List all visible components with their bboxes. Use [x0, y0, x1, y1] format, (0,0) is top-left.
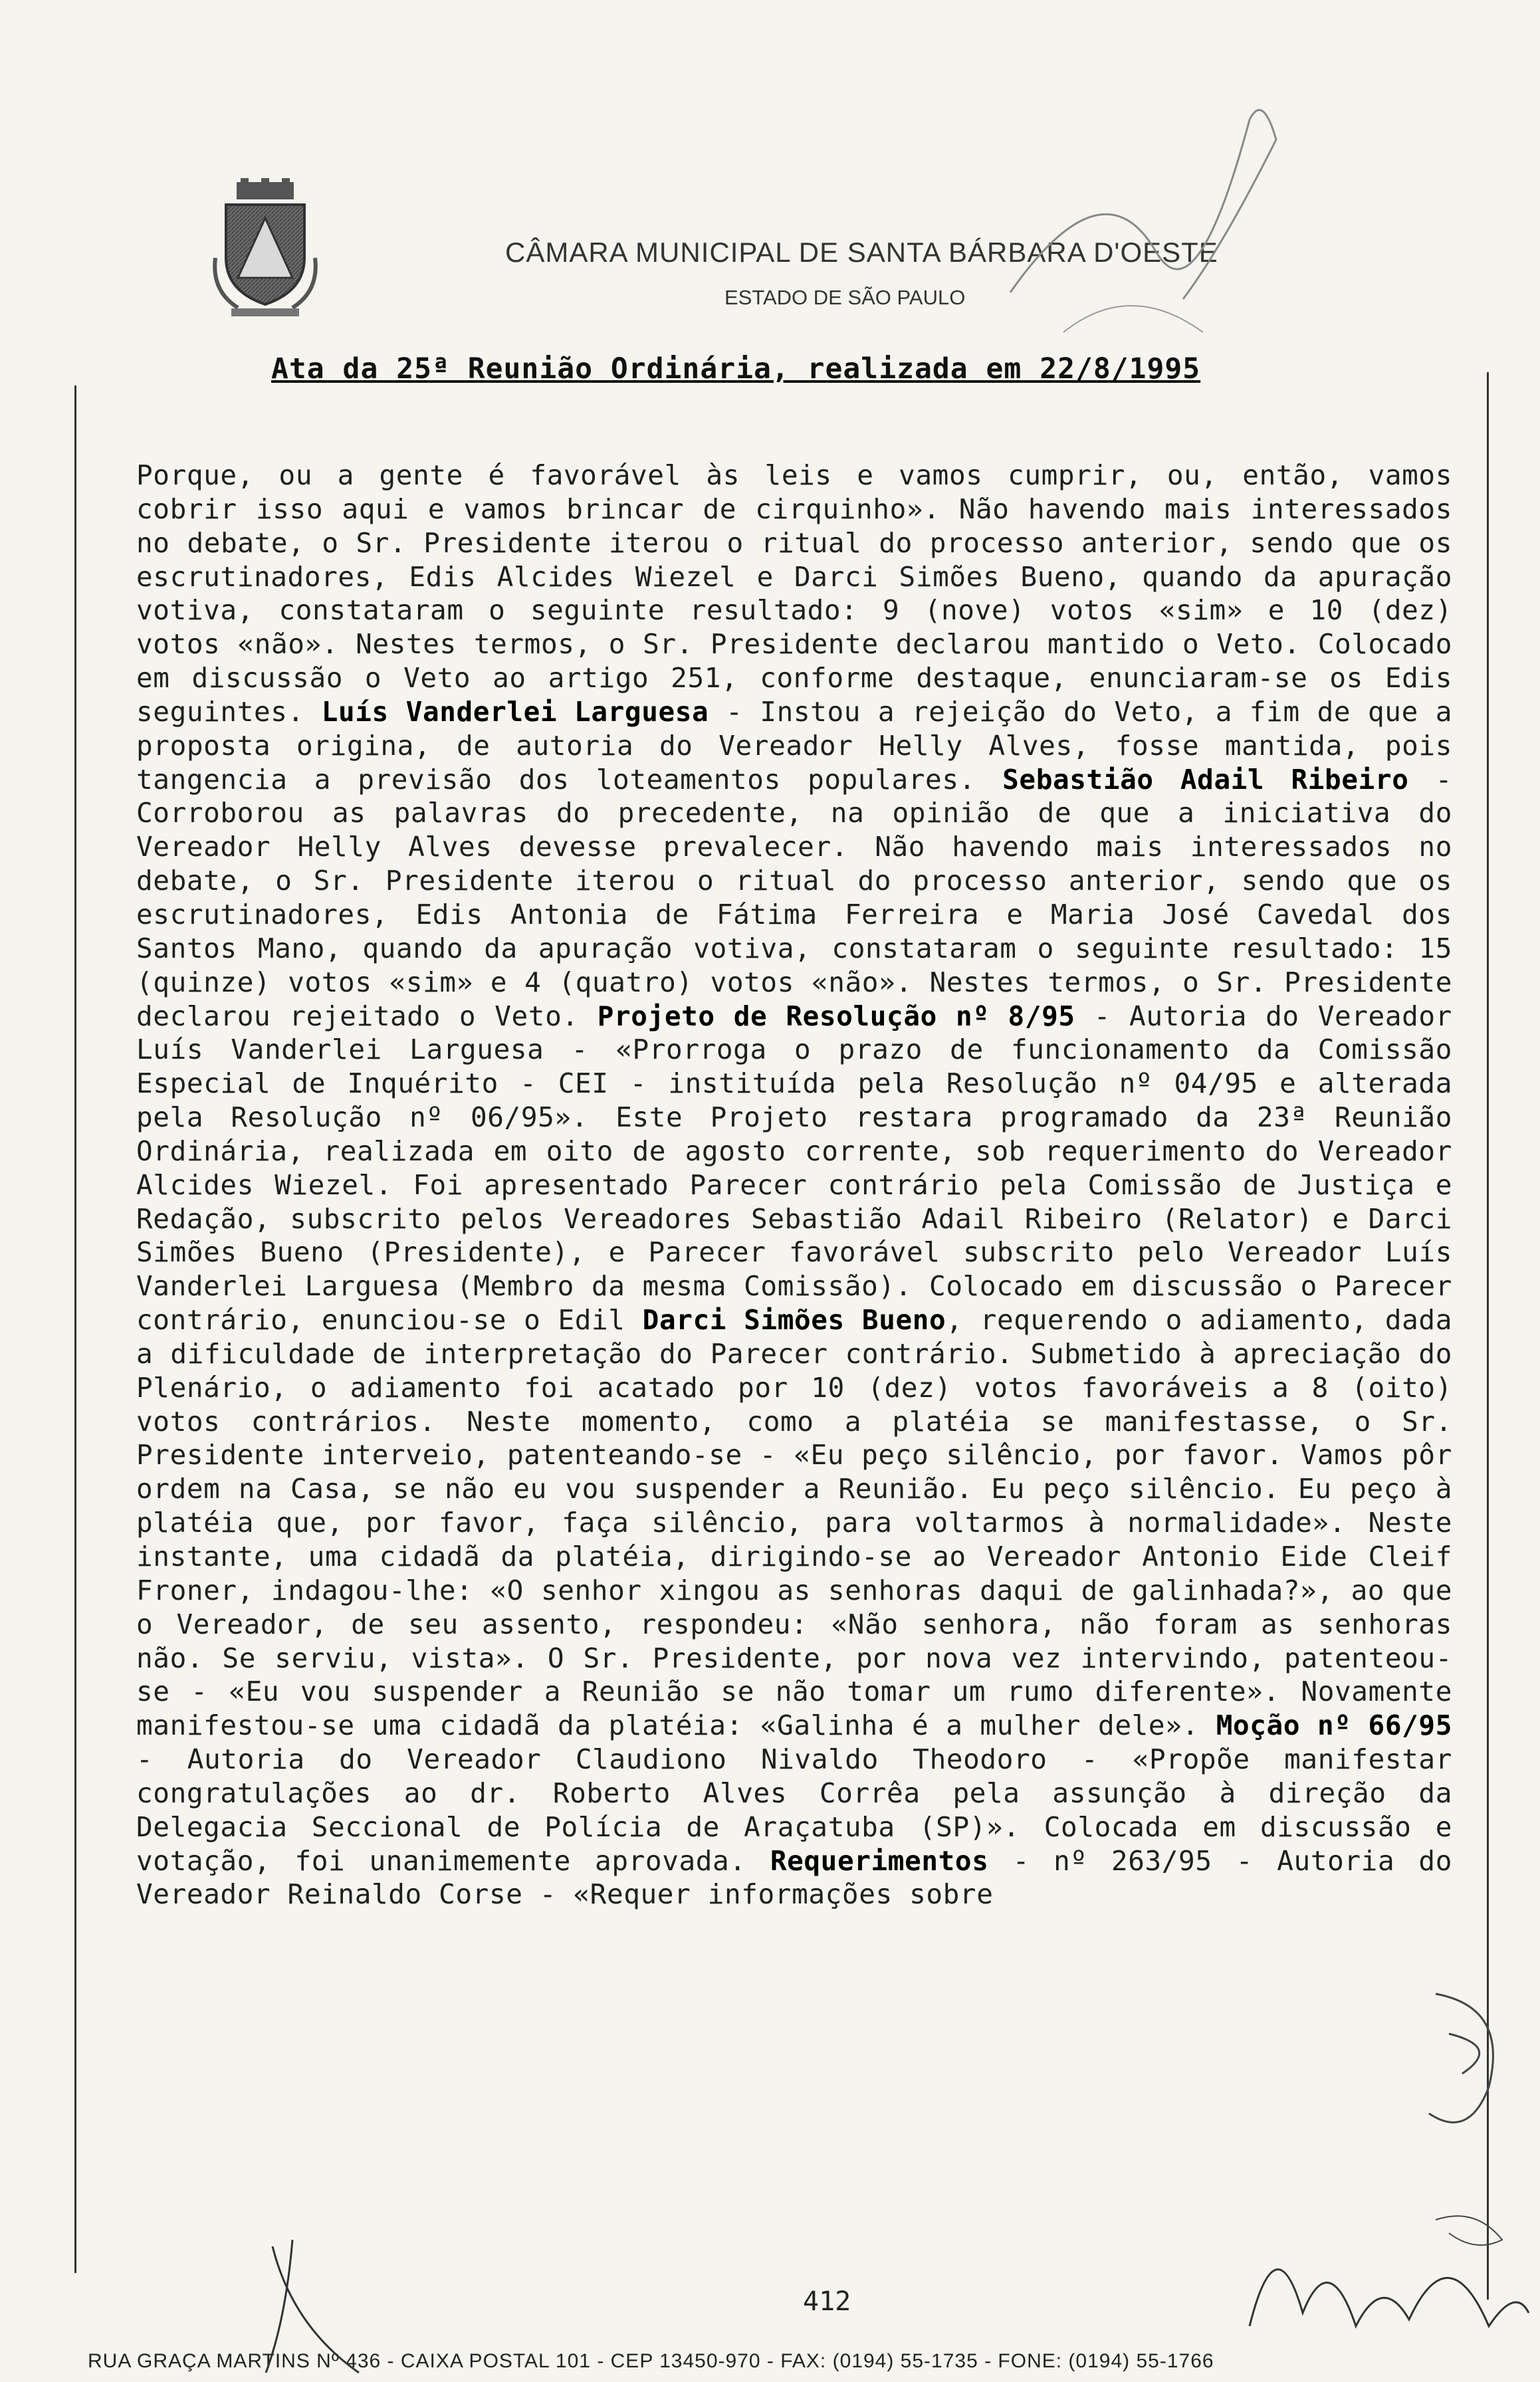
signature-mark-bottom [1236, 2193, 1540, 2359]
state-name: ESTADO DE SÃO PAULO [724, 286, 966, 309]
minutes-title: Ata da 25ª Reunião Ordinária, realizada em 22/8/1995 [271, 352, 1201, 385]
agenda-item-heading: Requerimentos [770, 1844, 989, 1877]
left-margin-rule [74, 385, 76, 2273]
right-margin-rule [1487, 372, 1489, 2300]
body-text-segment: , requerendo o adiamento, dada a dificuldade de interpretação do Parecer contrário. Submetido à apreciação do Plenário, o adiamento foi acatado por 10 (dez) votos favoráveis a 8 (oito) votos contrários. Neste momento, como a platéia se manifestasse, o Sr. Presidente interveio, patenteando-se - «Eu peço silêncio, por favor. Vamos pôr ordem na Casa, se não eu vou suspender a Reunião. Eu peço silêncio. Eu peço à platéia que, por favor, faça silêncio, para voltarmos à normalidade». Neste instante, uma cidadã da platéia, dirigindo-se ao Vereador Antonio Eide Cleif Froner, indagou-lhe: «O senhor xingou as senhoras daqui de galinhada?», ao que o Vereador, de seu assento, respondeu: «Não senhora, não foram as senhoras não. Se serviu, vista». O Sr. Presidente, por nova vez intervindo, patenteou-se - «Eu vou suspender a Reunião se não tomar um rumo diferente». Novamente manifestou-se uma cidadã da platéia: «Galinha é a mulher dele». [136, 1304, 1452, 1742]
minutes-body [136, 459, 1452, 1911]
page-number: 412 [803, 2286, 851, 2317]
body-text-segment: - nº 263/95 - Autoria do Vereador Reinaldo Corse - «Requer informações sobre [136, 1844, 1452, 1911]
signature-mark-top [984, 80, 1303, 359]
body-text-segment: - Instou a rejeição do Veto, a fim de que a proposta origina, de autoria do Vereador Helly Alves, fosse mantida, pois tangencia a previsão dos loteamentos populares. [136, 695, 1452, 796]
agenda-item-heading: Projeto de Resolução nº 8/95 [597, 1000, 1075, 1032]
body-text-segment: - Autoria do Vereador Claudiono Nivaldo Theodoro - «Propõe manifestar congratulações ao dr. Roberto Alves Corrêa pela assunção à direção da Delegacia Seccional de Polícia de Araçatuba (SP)». Colocada em discussão e votação, foi unanimemente aprovada. [136, 1743, 1452, 1877]
body-text-segment: - Autoria do Vereador Luís Vanderlei Larguesa - «Prorroga o prazo de funcionamento da Comissão Especial de Inquérito - CEI - instituída pela Resolução nº 04/95 e alterada pela Resolução nº 06/95». Este Projeto restara programado da 23ª Reunião Ordinária, realizada em oito de agosto corrente, sob requerimento do Vereador Alcides Wiezel. Foi apresentado Parecer contrário pela Comissão de Justiça e Redação, subscrito pelos Vereadores Sebastião Adail Ribeiro (Relator) e Darci Simões Bueno (Presidente), e Parecer favorável subscrito pelo Vereador Luís Vanderlei Larguesa (Membro da mesma Comissão). Colocado em discussão o Parecer contrário, enunciou-se o Edil [136, 1000, 1452, 1337]
speaker-name: Sebastião Adail Ribeiro [1002, 763, 1409, 796]
speaker-name: Luís Vanderlei Larguesa [321, 695, 709, 728]
footer-address: RUA GRAÇA MARTINS Nº 436 - CAIXA POSTAL 101 - CEP 13450-970 - FAX: (0194) 55-1735 - FONE: (0194) 55-1766 [88, 2350, 1214, 2372]
body-text-segment: Porque, ou a gente é favorável às leis e vamos cumprir, ou, então, vamos cobrir isso aqui e vamos brincar de cirquinho». Não havendo mais interessados no debate, o Sr. Presidente iterou o ritual do processo anterior, sendo que os escrutinadores, Edis Alcides Wiezel e Darci Simões Bueno, quando da apuração votiva, constataram o seguinte resultado: 9 (nove) votos «sim» e 10 (dez) votos «não». Nestes termos, o Sr. Presidente declarou mantido o Veto. Colocado em discussão o Veto ao artigo 251, conforme destaque, enunciaram-se os Edis seguintes. [136, 459, 1452, 728]
agenda-item-heading: Moção nº 66/95 [1216, 1709, 1452, 1742]
institution-name: CÂMARA MUNICIPAL DE SANTA BÁRBARA D'OESTE [505, 237, 1218, 268]
speaker-name: Darci Simões Bueno [642, 1304, 946, 1337]
municipal-crest-icon [211, 178, 319, 318]
signature-mark-margin [1409, 1981, 1529, 2153]
body-text-segment: - Corroborou as palavras do precedente, na opinião de que a iniciativa do Vereador Helly Alves devesse prevalecer. Não havendo mais interessados no debate, o Sr. Presidente iterou o ritual do processo anterior, sendo que os escrutinadores, Edis Antonia de Fátima Ferreira e Maria José Cavedal dos Santos Mano, quando da apuração votiva, constataram o seguinte resultado: 15 (quinze) votos «sim» e 4 (quatro) votos «não». Nestes termos, o Sr. Presidente declarou rejeitado o Veto. [136, 763, 1452, 1032]
